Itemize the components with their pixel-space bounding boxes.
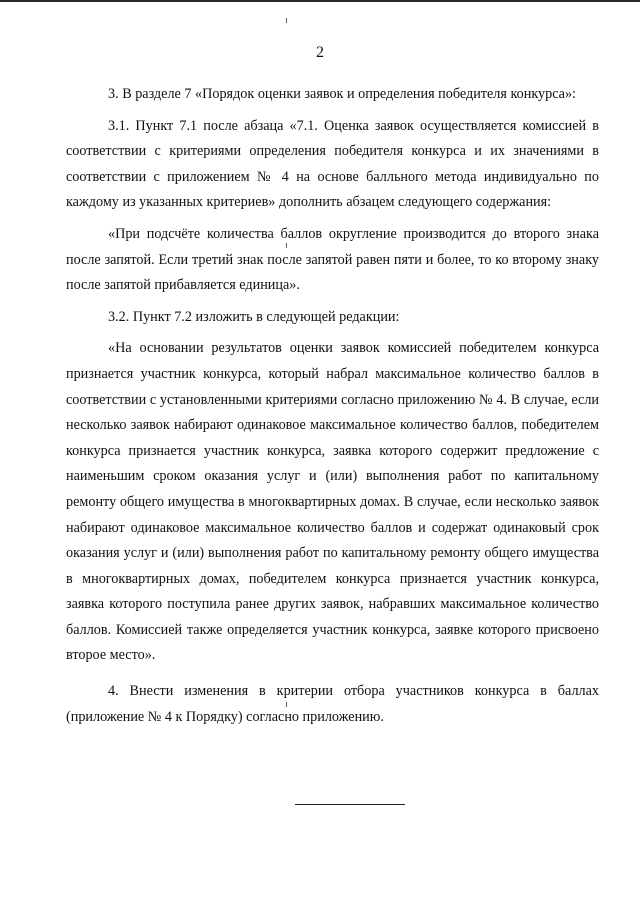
paragraph-point-7-1: 3.1. Пункт 7.1 после абзаца «7.1. Оценка заявок осуществляется комиссией в соответствии с критериями определения победителя конкурса и их значениями в соответствии с приложением № 4 на основе балльного метода индивидуально по каждому из указанных критериев» дополнить абзацем следующего содержания:	[66, 117, 599, 211]
scan-speck	[286, 18, 287, 23]
paragraph-section-7-intro: 3. В разделе 7 «Порядок оценки заявок и определения победителя конкурса»:	[108, 86, 576, 102]
scan-top-edge	[0, 0, 640, 2]
page-number: 2	[316, 44, 324, 61]
paragraph-point-4: 4. Внести изменения в критерии отбора участников конкурса в баллах (приложение № 4 к Порядку) согласно приложению.	[66, 683, 599, 725]
paragraph-winner-quote: «На основании результатов оценки заявок комиссией победителем конкурса признается участник конкурса, который набрал максимальное количество баллов в соответствии с установленными критериями согласно приложению № 4. В случае, если несколько заявок набирают одинаковое максимальное количество баллов, победителем конкурса признается участник конкурса, заявка которого содержит предложение с наименьшим сроком оказания услуг и (или) выполнения работ по капитальному ремонту общего имущества в многоквартирных домах. В случае, если несколько заявок набирают одинаковое максимальное количество баллов и содержат одинаковый срок оказания услуг и (или) выполнения работ по капитальному ремонту общего имущества в многоквартирных домах, победителем конкурса признается участник конкурса, заявка которого поступила ранее других заявок, набравших максимальное количество баллов. Комиссией также определяется участник конкурса, заявке которого присвоено второе место».	[66, 340, 599, 664]
document-body	[66, 82, 599, 736]
paragraph-rounding-quote: «При подсчёте количества баллов округление производится до второго знака после запятой. Если третий знак после запятой равен пяти и более, то ко второму знаку после запятой прибавляется единица».	[66, 225, 599, 294]
end-divider-line	[295, 804, 405, 805]
paragraph-point-7-2: 3.2. Пункт 7.2 изложить в следующей редакции:	[108, 308, 400, 325]
